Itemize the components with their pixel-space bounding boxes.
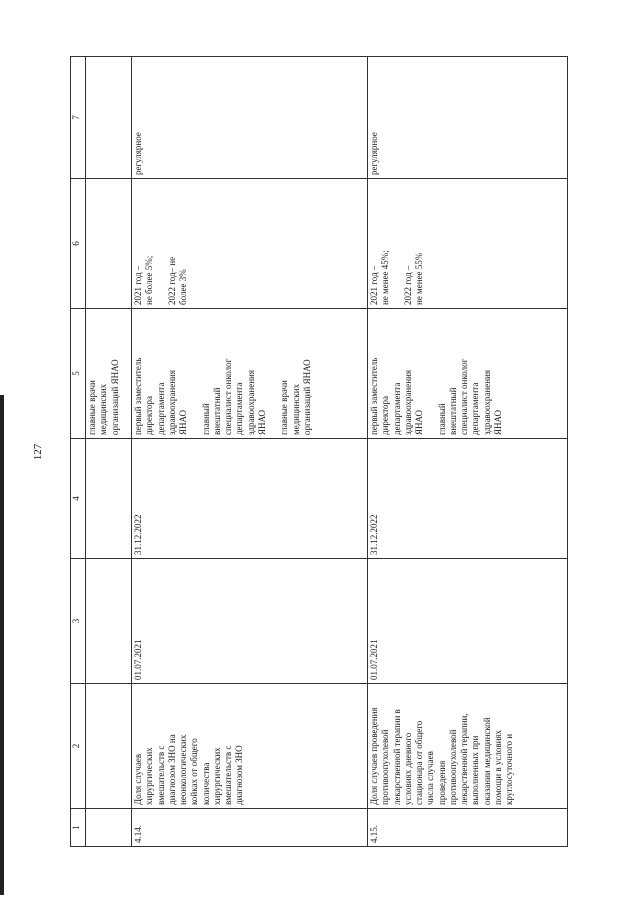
page-number: 127 [32,443,44,461]
header-col-1: 1 [71,809,86,847]
header-col-3: 3 [71,559,86,684]
continuation-row [86,57,132,847]
table-row [368,57,568,847]
cell-responsible: первый заместитель директора департамента здравоохранения ЯНАО главный внештатный специалист онколог департамента здравоохранения ЯНАО главные врачи медицинских организаций ЯНАО [132,309,368,439]
header-col-4: 4 [71,439,86,559]
document-table-wrapper [70,57,570,847]
cell-indicator: Доля случаев хирургических вмешательств с диагнозом ЗНО на неонкологических койках от общего количества хирургических вмешательств с диагнозом ЗНО [132,684,368,809]
scan-edge [0,395,4,895]
cell-start-date: 01.07.2021 [132,559,368,684]
table-row [132,57,368,847]
cell-number: 4.15. [368,809,568,847]
header-col-5: 5 [71,309,86,439]
cell-indicator: Доля случаев проведения противоопухолевой лекарственной терапии в условиях дневного стационара от общего числа случаев проведения противоопухолевой лекарственной терапии, выполненных при оказании медицинской помощи в условиях круглосуточного и [368,684,568,809]
header-col-2: 2 [71,684,86,809]
cell-empty [86,57,132,179]
cell-responsible: первый заместитель директора департамента здравоохранения ЯНАО главный внештатный специалист онколог департамента здравоохранения ЯНАО [368,309,568,439]
header-row [71,57,86,847]
cell-target: 2021 год – не менее 45%; 2022 год – не менее 55% [368,179,568,309]
cell-empty [86,684,132,809]
cell-number: 4.14. [132,809,368,847]
cell-end-date: 31.12.2022 [132,439,368,559]
cell-end-date: 31.12.2022 [368,439,568,559]
cell-empty [86,559,132,684]
measures-table [70,56,568,847]
cell-type: регулярное [368,57,568,179]
cell-responsible: главные врачи медицинских организаций ЯНАО [86,309,132,439]
header-col-6: 6 [71,179,86,309]
cell-empty [86,809,132,847]
cell-empty [86,439,132,559]
cell-type: регулярное [132,57,368,179]
header-col-7: 7 [71,57,86,179]
cell-empty [86,179,132,309]
cell-start-date: 01.07.2021 [368,559,568,684]
cell-target: 2021 год – не более 5%; 2022 год– не более 3% [132,179,368,309]
